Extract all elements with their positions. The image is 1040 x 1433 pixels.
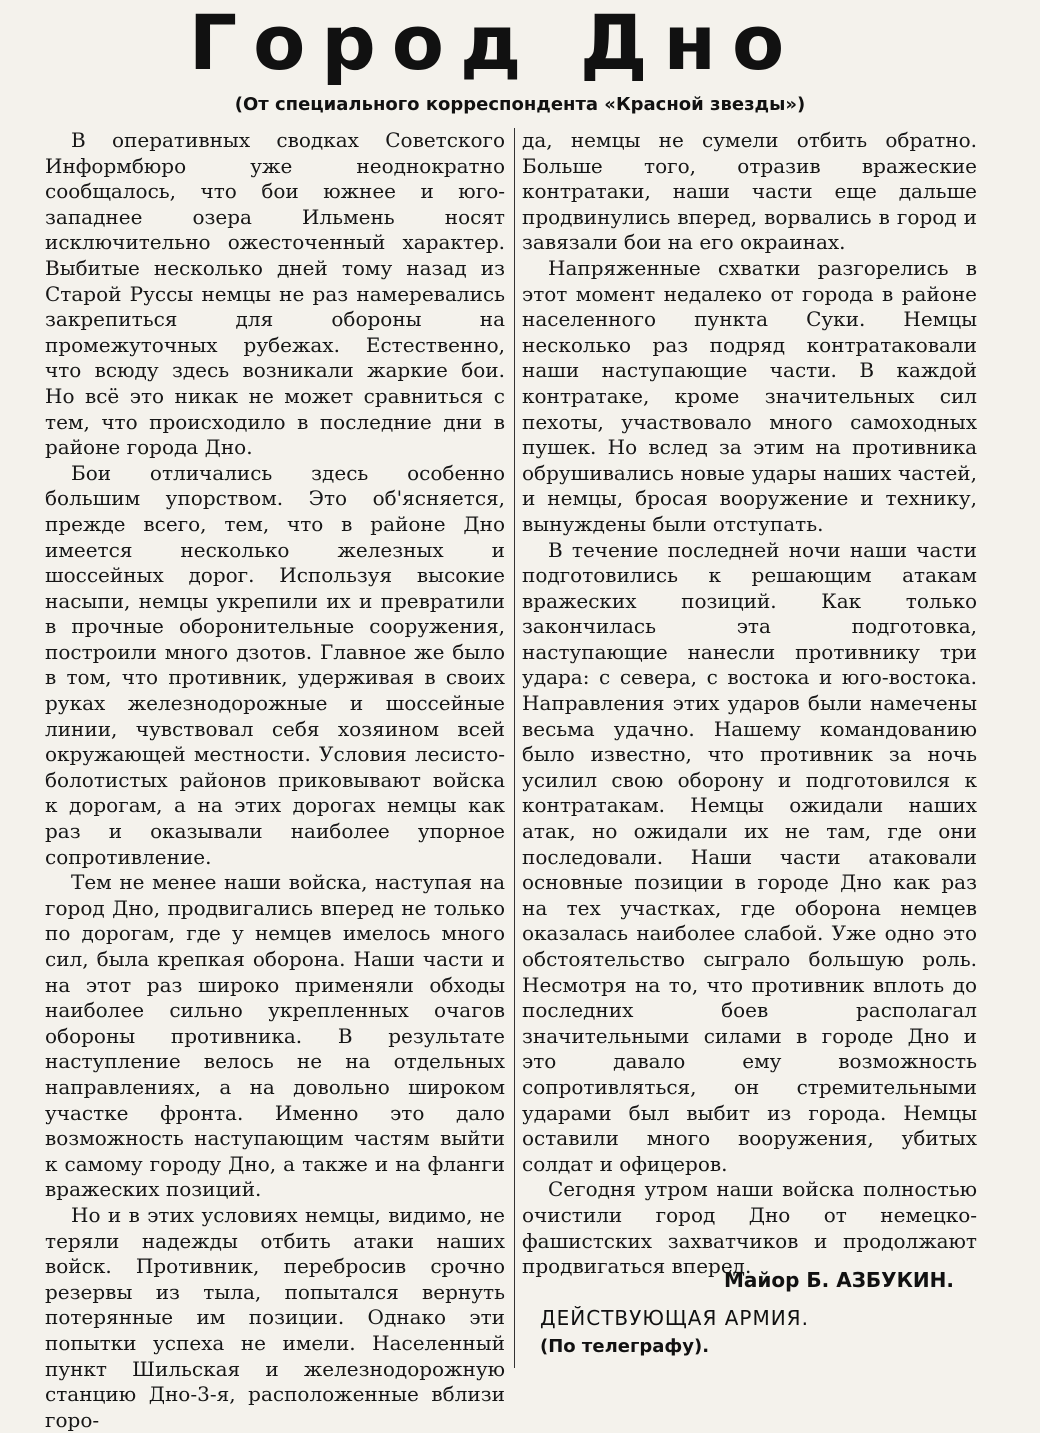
article-subheadline: (От специального корреспондента «Красной звезды») xyxy=(234,94,806,115)
left-paragraph-2: Бои отличались здесь особенно большим упорством. Это об'ясняется, прежде всего, тем, что в районе Дно имеется несколько железных и шоссейных дорог. Используя высокие насыпи, немцы укрепили их и превратили в прочные оборонительные сооружения, построили много дзотов. Главное же было в том, что противник, удерживая в своих руках железнодорожные и шоссейные линии, чувствовал себя хозяином всей окружающей местности. Условия лесисто-болотистых районов приковывают войска к дорогам, а на этих дорогах немцы как раз и оказывали наиболее упорное сопротивление. xyxy=(45,460,505,869)
right-paragraph-1: Напряженные схватки разгорелись в этот момент недалеко от города в районе населенного пункта Суки. Немцы несколько раз подряд контратаковали наши наступающие части. В каждой контратаке, кроме значительных сил пехоты, участвовало много самоходных пушек. Но вслед за этим на противника обрушивались новые удары наших частей, и немцы, бросая вооружение и технику, вынуждены были отступать. xyxy=(522,255,977,536)
right-paragraph-3: Сегодня утром наши войска полностью очистили город Дно от немецко-фашистских захватчиков и продолжают продвигаться вперед. xyxy=(522,1177,977,1279)
left-paragraph-3: Тем не менее наши войска, наступая на город Дно, продвигались вперед не только по дорогам, где у немцев имелось много сил, была крепкая оборона. Наши части и на этот раз широко применяли обходы наиболее сильно укрепленных очагов обороны противника. В результате наступление велось не на отдельных направлениях, а на довольно широком участке фронта. Именно это дало возможность наступающим частям выйти к самому городу Дно, а также и на фланги вражеских позиций. xyxy=(45,870,505,1202)
article-right-column xyxy=(522,128,977,1280)
column-divider xyxy=(514,128,515,1368)
left-paragraph-1: В оперативных сводках Советского Информбюро уже неоднократно сообщалось, что бои южнее и юго-западнее озера Ильмень носят исключительно ожесточенный характер. Выбитые несколько дней тому назад из Старой Руссы немцы не раз намеревались закрепиться для обороны на промежуточных рубежах. Естественно, что всюду здесь возникали жаркие бои. Но всё это никак не может сравниться с тем, что происходило в последние дни в районе города Дно. xyxy=(45,128,505,460)
left-paragraph-4: Но и в этих условиях немцы, видимо, не теряли надежды отбить атаки наших войск. Противник, перебросив срочно резервы из тыла, попытался вернуть потерянные им позиции. Однако эти попытки успеха не имели. Населенный пункт Шильская и железнодорожную станцию Дно-3-я, расположенные вблизи горо- xyxy=(45,1202,505,1432)
article-headline: Город Дно xyxy=(188,0,801,87)
right-paragraph-continuation: да, немцы не сумели отбить обратно. Больше того, отразив вражеские контратаки, наши части еще дальше продвинулись вперед, ворвались в город и завязали бои на его окраинах. xyxy=(522,128,977,255)
article-author: Майор Б. АЗБУКИН. xyxy=(724,1268,955,1292)
right-paragraph-2: В течение последней ночи наши части подготовились к решающим атакам вражеских позиций. Как только закончилась эта подготовка, наступающие нанесли противнику три удара: с севера, с востока и юго-востока. Направления этих ударов были намечены весьма удачно. Нашему командованию было известно, что противник за ночь усилил свою оборону и подготовился к контратакам. Немцы ожидали наших атак, но ожидали их не там, где они последовали. Наши части атаковали основные позиции в городе Дно как раз на тех участках, где оборона немцев оказалась наиболее слабой. Уже одно это обстоятельство сыграло большую роль. Несмотря на то, что противник вплоть до последних боев располагал значительными силами в городе Дно и это давало ему возможность сопротивляться, он стремительными ударами был выбит из города. Немцы оставили много вооружения, убитых солдат и офицеров. xyxy=(522,537,977,1176)
article-source-note: (По телеграфу). xyxy=(540,1336,710,1357)
article-left-column xyxy=(45,128,505,1433)
article-dateline: ДЕЙСТВУЮЩАЯ АРМИЯ. xyxy=(540,1306,809,1330)
